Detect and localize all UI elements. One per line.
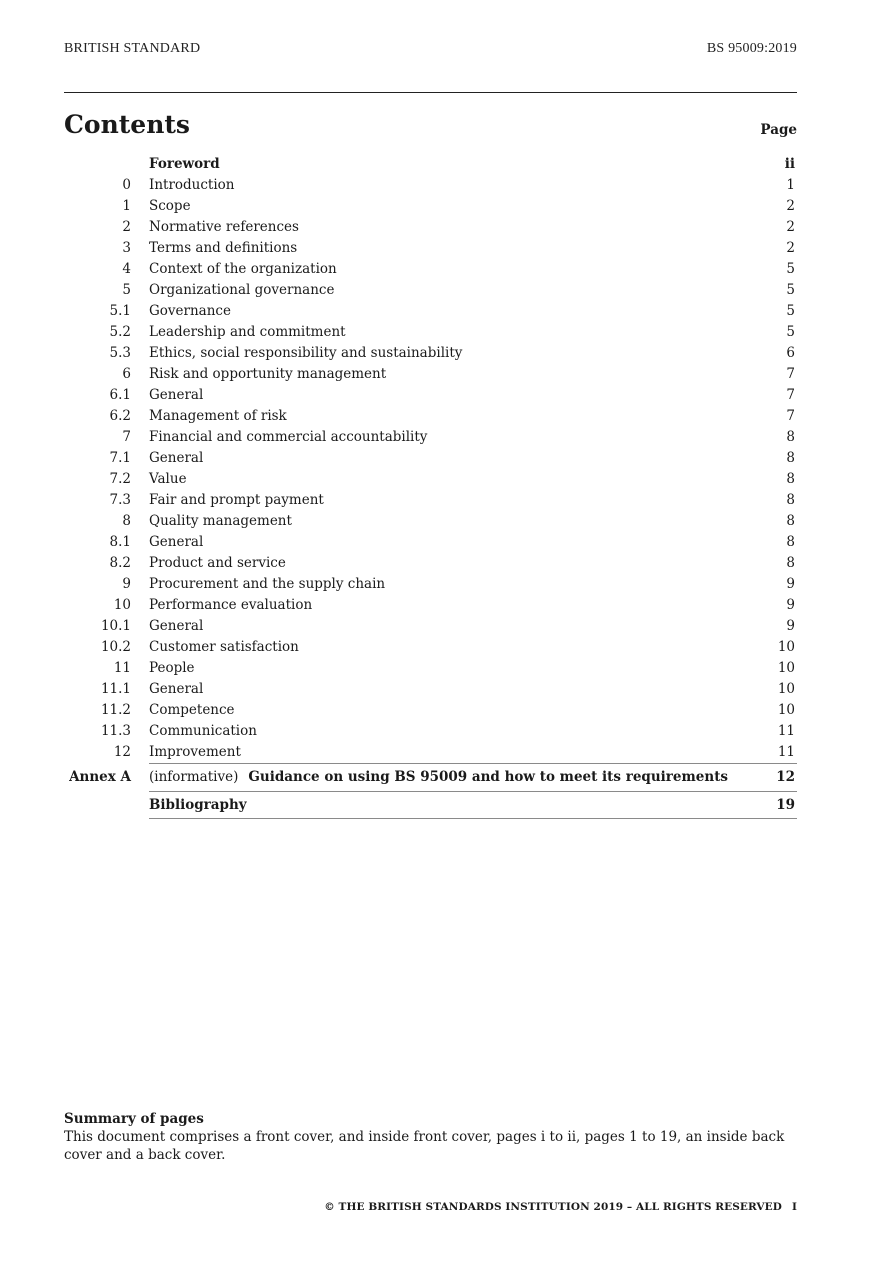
toc-entry-number: 8 bbox=[122, 513, 131, 529]
toc-entry[interactable] bbox=[64, 217, 797, 238]
toc-entry[interactable] bbox=[64, 574, 797, 595]
toc-entry-number: 10.1 bbox=[100, 618, 131, 634]
toc-entry-number: 11.3 bbox=[100, 723, 131, 739]
page-folio: I bbox=[791, 1201, 797, 1213]
toc-entry-page: 8 bbox=[786, 450, 795, 466]
toc-entry-page: 2 bbox=[786, 219, 795, 235]
toc-entry-title: Value bbox=[149, 471, 187, 487]
toc-entry-page: 1 bbox=[786, 177, 795, 193]
toc-entry-title: Governance bbox=[149, 303, 231, 319]
toc-entry[interactable] bbox=[64, 175, 797, 196]
toc-entry-title: General bbox=[149, 618, 204, 634]
toc-entry-title: Procurement and the supply chain bbox=[149, 576, 386, 592]
toc-entry-page: 2 bbox=[786, 240, 795, 256]
summary-text: This document comprises a front cover, and inside front cover, pages i to ii, pages 1 to 19, an inside back cover and a back cover. bbox=[64, 1129, 785, 1163]
toc-entry[interactable] bbox=[64, 679, 797, 700]
toc-entry-title: Performance evaluation bbox=[149, 597, 313, 613]
toc-entry-page: 8 bbox=[786, 534, 795, 550]
toc-entry[interactable] bbox=[64, 385, 797, 406]
toc-entry-title: Customer satisfaction bbox=[149, 639, 299, 655]
toc-entry-title: Leadership and commitment bbox=[149, 324, 346, 340]
toc-entry-page: 8 bbox=[786, 471, 795, 487]
toc-entry-number: 6 bbox=[122, 366, 131, 382]
toc-entry[interactable] bbox=[64, 280, 797, 301]
toc-entry-number: 3 bbox=[122, 240, 131, 256]
toc-entries bbox=[64, 154, 797, 763]
toc-entry[interactable] bbox=[64, 658, 797, 679]
toc-entry-number: 5 bbox=[122, 282, 131, 298]
toc-entry-title: Fair and prompt payment bbox=[149, 492, 324, 508]
annex-title-text: Guidance on using BS 95009 and how to meet its requirements bbox=[248, 769, 729, 785]
page-column-heading: Page bbox=[760, 122, 797, 138]
toc-entry[interactable] bbox=[64, 595, 797, 616]
contents-title: Contents bbox=[64, 110, 191, 139]
toc-entry[interactable] bbox=[64, 343, 797, 364]
toc-entry-page: 8 bbox=[786, 513, 795, 529]
annex-informative-tag: (informative) bbox=[149, 769, 239, 785]
toc-entry-title: Ethics, social responsibility and sustainability bbox=[149, 345, 463, 361]
annex-page: 12 bbox=[776, 769, 795, 785]
toc-entry[interactable] bbox=[64, 154, 797, 175]
toc-entry-title: Introduction bbox=[149, 177, 235, 193]
toc-entry-page: 5 bbox=[786, 303, 795, 319]
toc-entry-page: ii bbox=[784, 156, 795, 172]
toc-entry-title: Improvement bbox=[149, 744, 241, 760]
toc-entry-number: 0 bbox=[122, 177, 131, 193]
toc-entry-number: 6.2 bbox=[109, 408, 131, 424]
toc-annex-entry[interactable] bbox=[64, 763, 797, 791]
toc-entry[interactable] bbox=[64, 259, 797, 280]
toc-entry-title: Context of the organization bbox=[149, 261, 337, 277]
toc-entry[interactable] bbox=[64, 301, 797, 322]
toc-entry-title: General bbox=[149, 387, 204, 403]
toc-entry-number: 12 bbox=[113, 744, 131, 760]
toc-entry-title: Foreword bbox=[149, 156, 220, 172]
toc-entry-number: 5.2 bbox=[109, 324, 131, 340]
toc-entry[interactable] bbox=[64, 511, 797, 532]
toc-entry-page: 10 bbox=[777, 660, 795, 676]
toc-entry[interactable] bbox=[64, 553, 797, 574]
toc-entry-number: 7 bbox=[122, 429, 131, 445]
bibliography-page: 19 bbox=[776, 797, 795, 813]
copyright-notice: © THE BRITISH STANDARDS INSTITUTION 2019 – ALL RIGHTS RESERVED bbox=[324, 1201, 782, 1213]
toc-entry-page: 8 bbox=[786, 492, 795, 508]
toc-entry-page: 5 bbox=[786, 324, 795, 340]
toc-entry-title: Risk and opportunity management bbox=[149, 366, 387, 382]
toc-entry[interactable] bbox=[64, 490, 797, 511]
page-footer bbox=[324, 1201, 797, 1213]
toc-entry-number: 4 bbox=[122, 261, 131, 277]
toc-entry-number: 10.2 bbox=[100, 639, 131, 655]
toc-entry-title: People bbox=[149, 660, 195, 676]
toc-entry-title: General bbox=[149, 681, 204, 697]
toc-entry[interactable] bbox=[64, 322, 797, 343]
toc-entry[interactable] bbox=[64, 427, 797, 448]
header-left-text: BRITISH STANDARD bbox=[64, 41, 201, 56]
toc-entry-number: 6.1 bbox=[109, 387, 131, 403]
summary-title: Summary of pages bbox=[64, 1111, 204, 1127]
toc-entry-page: 10 bbox=[777, 702, 795, 718]
toc-entry-page: 6 bbox=[786, 345, 795, 361]
toc-entry-title: Product and service bbox=[149, 555, 286, 571]
toc-bibliography-entry[interactable] bbox=[64, 791, 797, 819]
bibliography-bottom-rule bbox=[149, 818, 797, 819]
toc-entry-title: Quality management bbox=[149, 513, 292, 529]
toc-entry[interactable] bbox=[64, 196, 797, 217]
toc-entry-page: 9 bbox=[786, 597, 795, 613]
toc-entry-title: Financial and commercial accountability bbox=[149, 429, 428, 445]
toc-entry[interactable] bbox=[64, 700, 797, 721]
toc-entry-number: 7.3 bbox=[109, 492, 131, 508]
toc-entry-page: 2 bbox=[786, 198, 795, 214]
toc-entry-title: Terms and definitions bbox=[149, 240, 298, 256]
bibliography-title: Bibliography bbox=[149, 797, 247, 813]
toc-entry[interactable] bbox=[64, 364, 797, 385]
toc-entry-number: 8.1 bbox=[109, 534, 131, 550]
toc-entry-title: General bbox=[149, 534, 204, 550]
toc-entry-number: 2 bbox=[122, 219, 131, 235]
toc-entry[interactable] bbox=[64, 721, 797, 742]
toc-entry[interactable] bbox=[64, 469, 797, 490]
toc-entry-page: 5 bbox=[786, 282, 795, 298]
toc-entry-number: 11 bbox=[113, 660, 131, 676]
toc-entry-title: Communication bbox=[149, 723, 257, 739]
toc-entry-page: 11 bbox=[777, 744, 795, 760]
toc-entry-page: 8 bbox=[786, 555, 795, 571]
toc-entry-page: 7 bbox=[786, 408, 795, 424]
toc-entry-title: Organizational governance bbox=[149, 282, 335, 298]
toc-entry[interactable] bbox=[64, 532, 797, 553]
toc-entry-number: 7.2 bbox=[109, 471, 131, 487]
toc-entry-page: 10 bbox=[777, 639, 795, 655]
header-standard-number: BS 95009:2019 bbox=[706, 41, 797, 56]
toc-entry[interactable] bbox=[64, 637, 797, 658]
toc-entry-page: 7 bbox=[786, 387, 795, 403]
toc-entry-page: 8 bbox=[786, 429, 795, 445]
header-rule bbox=[64, 92, 797, 93]
toc-entry-page: 7 bbox=[786, 366, 795, 382]
summary-of-pages bbox=[64, 1110, 797, 1164]
toc-entry-page: 5 bbox=[786, 261, 795, 277]
toc-entry-page: 11 bbox=[777, 723, 795, 739]
annex-title bbox=[149, 763, 728, 791]
toc-entry-number: 5.1 bbox=[109, 303, 131, 319]
toc-entry-title: Competence bbox=[149, 702, 235, 718]
toc-entry-number: 5.3 bbox=[109, 345, 131, 361]
toc-entry-page: 9 bbox=[786, 618, 795, 634]
toc-entry[interactable] bbox=[64, 448, 797, 469]
toc-entry[interactable] bbox=[64, 616, 797, 637]
toc-entry-page: 9 bbox=[786, 576, 795, 592]
toc-entry-number: 8.2 bbox=[109, 555, 131, 571]
toc-entry-number: 9 bbox=[122, 576, 131, 592]
toc-entry-title: Normative references bbox=[149, 219, 299, 235]
toc-entry-number: 1 bbox=[122, 198, 131, 214]
toc-entry[interactable] bbox=[64, 238, 797, 259]
toc-entry-number: 11.2 bbox=[100, 702, 131, 718]
toc-entry-page: 10 bbox=[777, 681, 795, 697]
toc-entry-number: 7.1 bbox=[109, 450, 131, 466]
toc-entry-title: Scope bbox=[149, 198, 191, 214]
toc-entry-title: General bbox=[149, 450, 204, 466]
toc-entry[interactable] bbox=[64, 742, 797, 763]
toc-entry-title: Management of risk bbox=[149, 408, 287, 424]
toc-entry[interactable] bbox=[64, 406, 797, 427]
annex-number: Annex A bbox=[69, 769, 131, 785]
toc-entry-number: 11.1 bbox=[100, 681, 131, 697]
toc-entry-number: 10 bbox=[113, 597, 131, 613]
table-of-contents bbox=[64, 154, 797, 819]
